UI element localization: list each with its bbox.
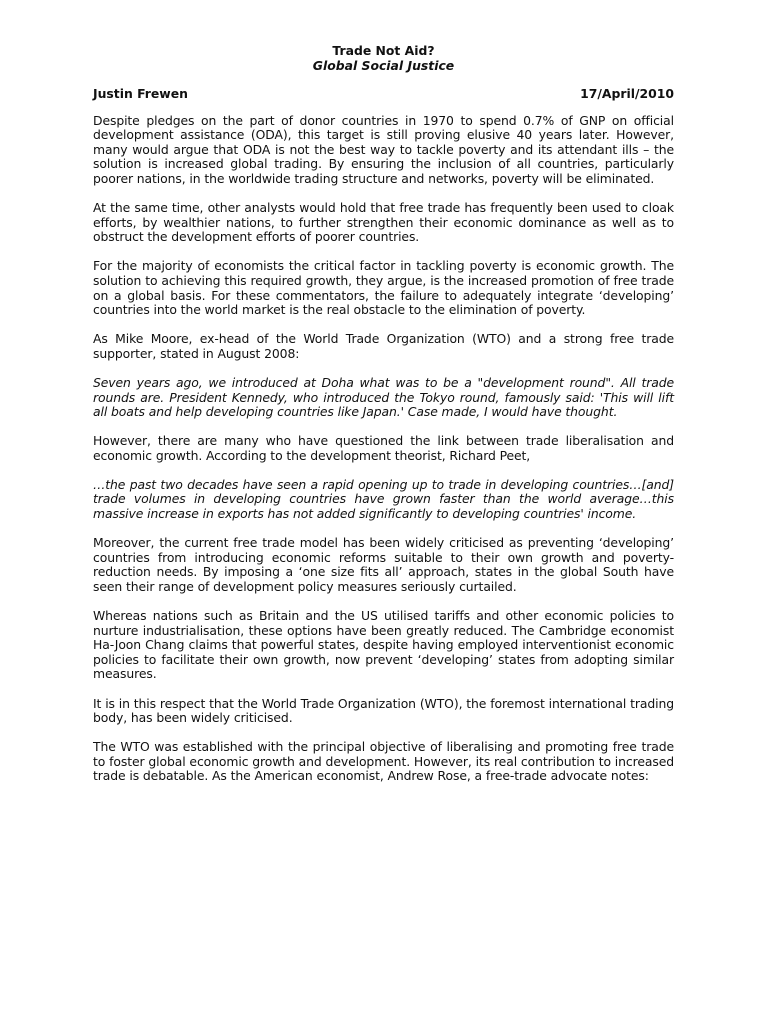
paragraph-2: At the same time, other analysts would hold that free trade has frequently been used to cloak efforts, by wealthier nations, to further strengthen their economic dominance as well as to obstruct the development efforts of poorer countries. xyxy=(93,200,674,245)
paragraph-9: Whereas nations such as Britain and the US utilised tariffs and other economic policies to nurture industrialisation, these options have been greatly reduced. The Cambridge economist Ha-Joon Chang claims that powerful states, despite having employed interventionist economic policies to facilitate their own growth, now prevent ‘developing’ states from adopting similar measures. xyxy=(93,608,674,682)
paragraph-6: However, there are many who have questioned the link between trade liberalisation and economic growth. According to the development theorist, Richard Peet, xyxy=(93,433,674,463)
title-block xyxy=(93,43,674,73)
byline-row xyxy=(93,87,674,102)
paragraph-8: Moreover, the current free trade model has been widely criticised as preventing ‘developing’ countries from introducing economic reforms suitable to their own growth and poverty-reduction needs. By imposing a ‘one size fits all’ approach, states in the global South have seen their range of development policy measures seriously curtailed. xyxy=(93,535,674,594)
document-subtitle: Global Social Justice xyxy=(312,58,455,73)
quote-mike-moore: Seven years ago, we introduced at Doha what was to be a "development round". All trade rounds are. President Kennedy, who introduced the Tokyo round, famously said: 'This will lift all boats and help developing countries like Japan.' Case made, I would have thought. xyxy=(93,374,674,420)
author-name: Justin Frewen xyxy=(93,86,188,101)
document-title: Trade Not Aid? xyxy=(332,43,435,58)
paragraph-3: For the majority of economists the critical factor in tackling poverty is economic growth. The solution to achieving this required growth, they argue, is the increased promotion of free trade on a global basis. For these commentators, the failure to adequately integrate ‘developing’ countries into the world market is the real obstacle to the elimination of poverty. xyxy=(93,258,674,318)
quote-richard-peet: …the past two decades have seen a rapid opening up to trade in developing countries…[and] trade volumes in developing countries have grown faster than the world average…this massive increase in exports has not added significantly to developing countries' income. xyxy=(93,476,674,522)
publication-date: 17/April/2010 xyxy=(580,86,674,101)
document-page xyxy=(93,43,674,798)
paragraph-10: It is in this respect that the World Trade Organization (WTO), the foremost international trading body, has been widely criticised. xyxy=(93,695,674,726)
paragraph-4: As Mike Moore, ex-head of the World Trade Organization (WTO) and a strong free trade supporter, stated in August 2008: xyxy=(93,331,674,361)
paragraph-1: Despite pledges on the part of donor countries in 1970 to spend 0.7% of GNP on official development assistance (ODA), this target is still proving elusive 40 years later. However, many would argue that ODA is not the best way to tackle poverty and its attendant ills – the solution is increased global trading. By ensuring the inclusion of all countries, particularly poorer nations, in the worldwide trading structure and networks, poverty will be eliminated. xyxy=(93,112,674,186)
paragraph-11: The WTO was established with the principal objective of liberalising and promoting free trade to foster global economic growth and development. However, its real contribution to increased trade is debatable. As the American economist, Andrew Rose, a free-trade advocate notes: xyxy=(93,739,674,784)
